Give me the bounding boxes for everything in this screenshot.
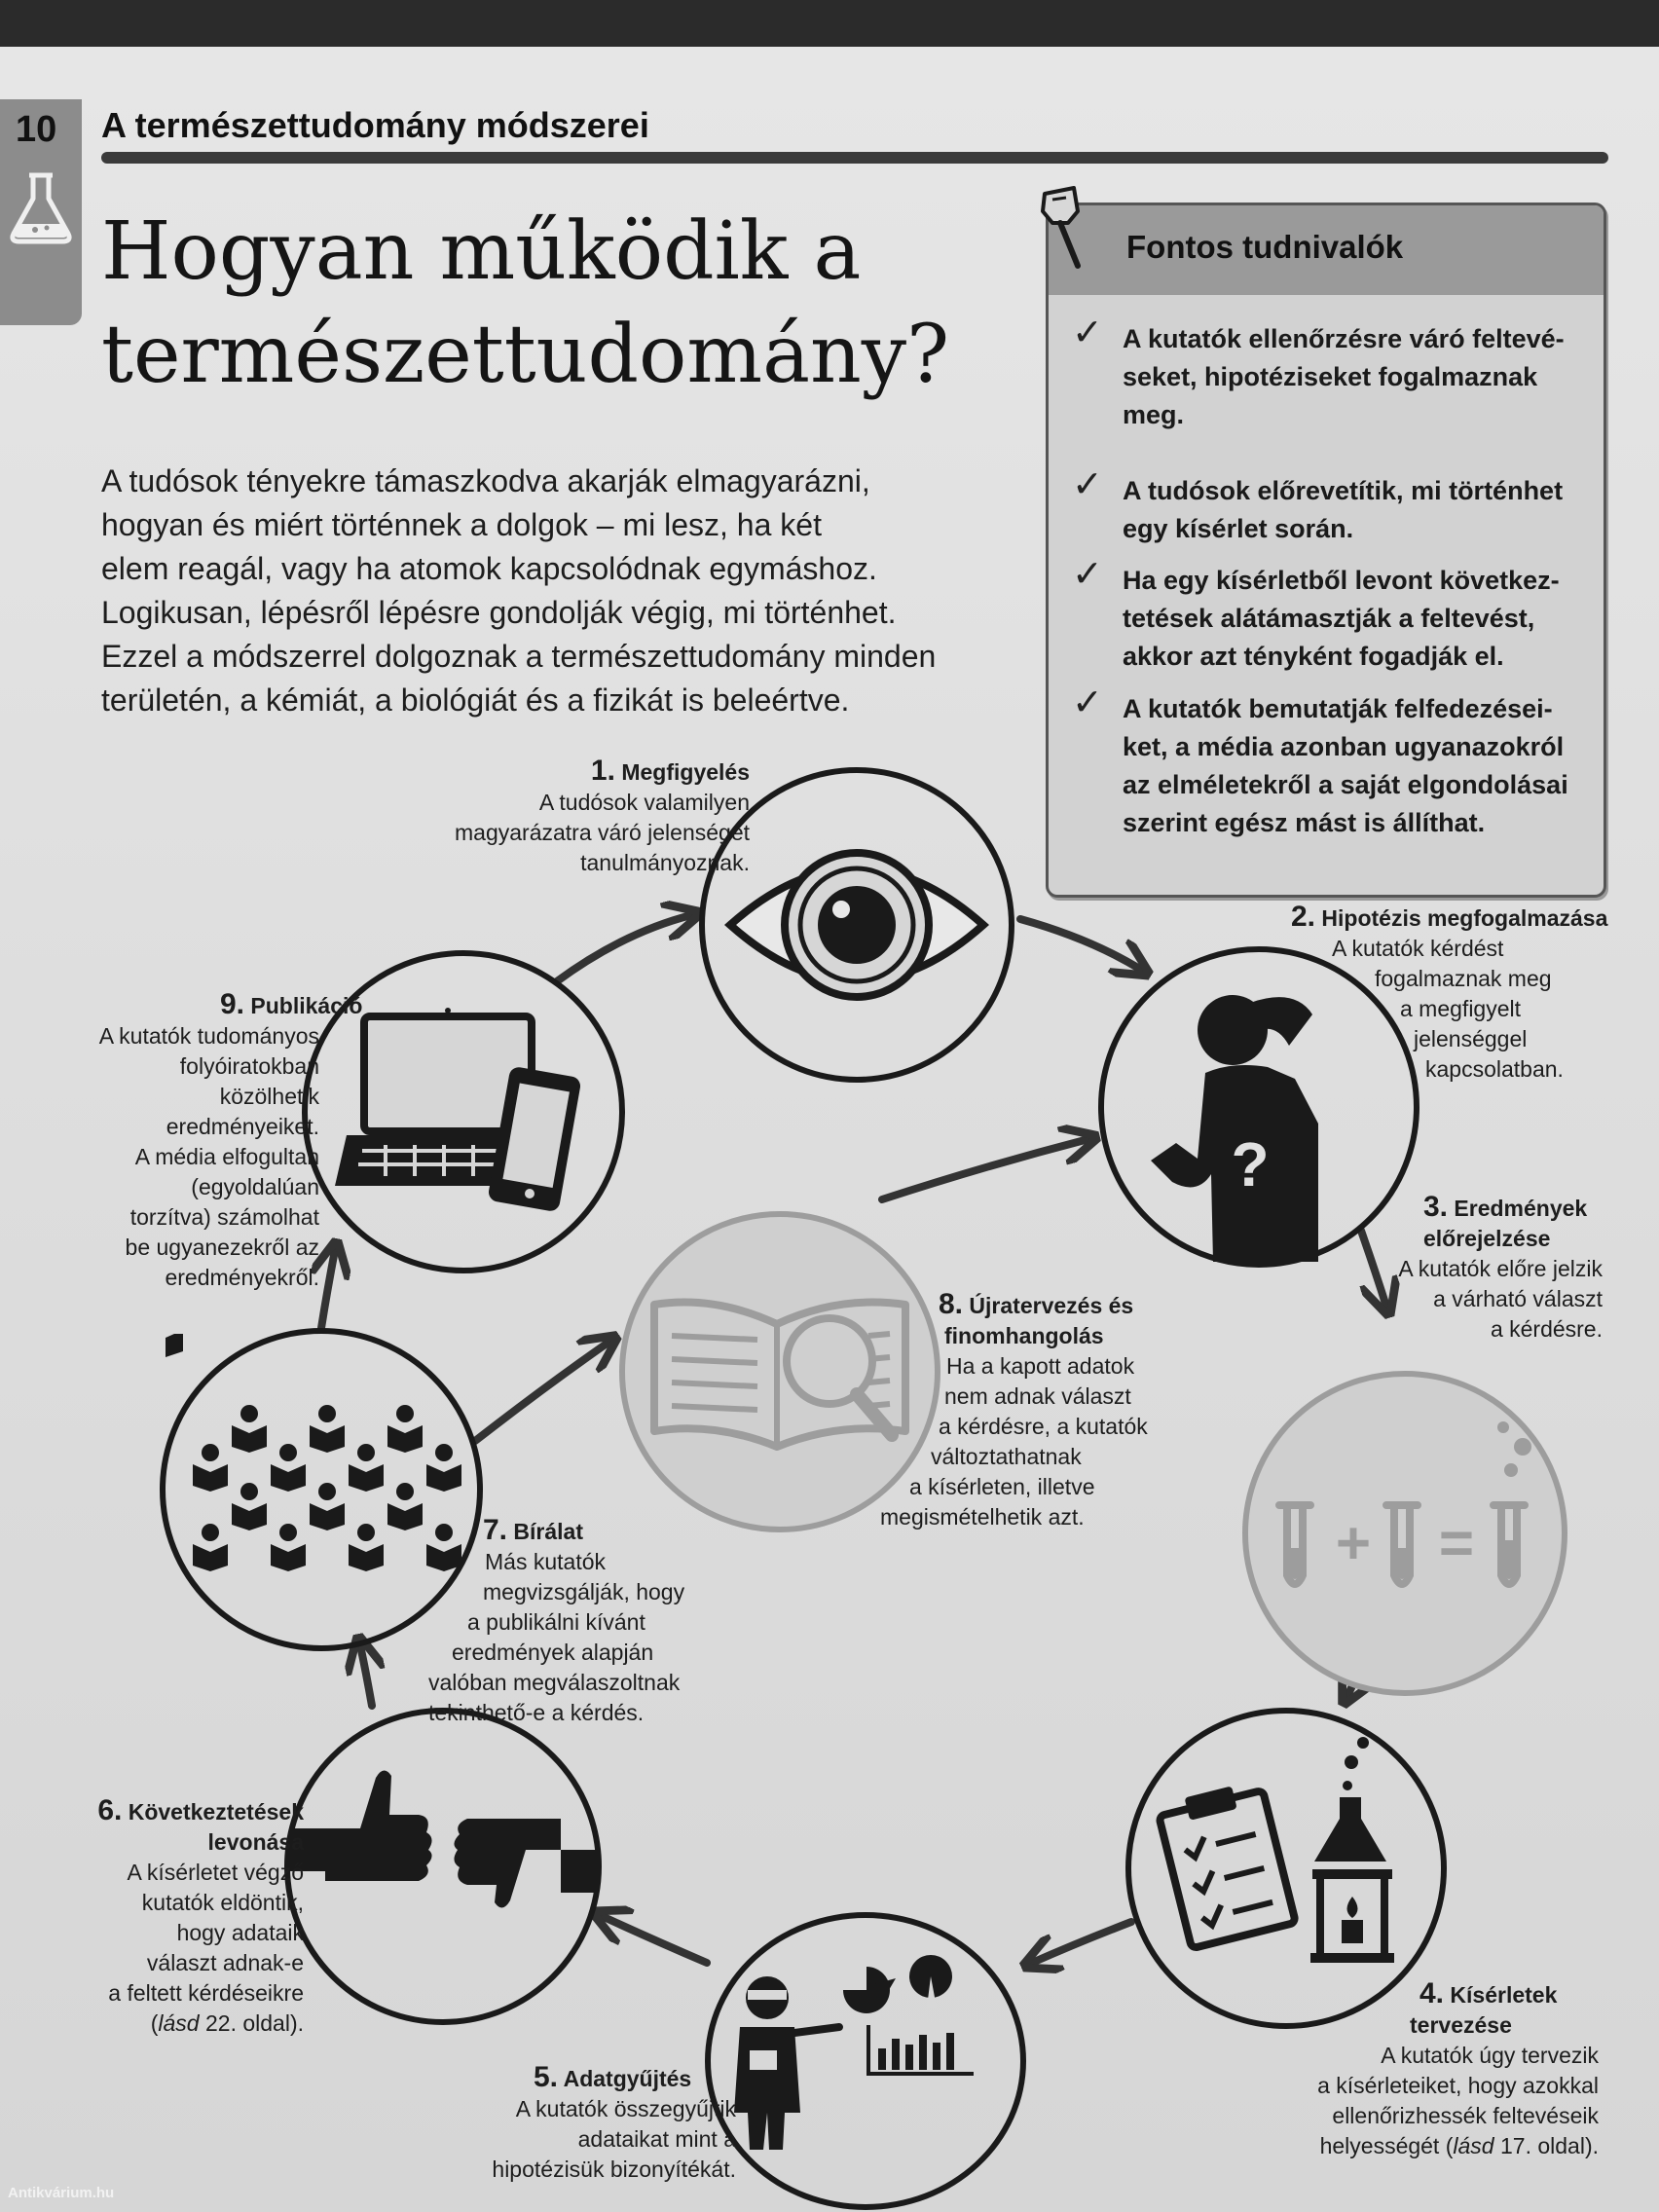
test-tubes-equation-icon xyxy=(1248,1377,1562,1690)
arrow-7-to-8 xyxy=(475,1342,609,1441)
step-line: a kérdésre, a kutatók xyxy=(939,1414,1148,1439)
step-line: a feltett kérdéseikre xyxy=(108,1980,304,2006)
info-line: szerint egész mást is állíthat. xyxy=(1123,808,1486,837)
step-line: A kutatók tudományos xyxy=(98,1023,319,1049)
arrow-6-to-7 xyxy=(360,1645,372,1706)
step-5-circle xyxy=(705,1912,1026,2210)
step-7-text xyxy=(424,1515,717,1728)
question-mark: ? xyxy=(1231,1129,1270,1199)
step-9-title xyxy=(84,988,363,1021)
info-line: A tudósok előrevetítik, mi történhet xyxy=(1123,476,1564,505)
page-title-line: természettudomány? xyxy=(101,309,950,401)
step-number: 8. xyxy=(939,1288,964,1320)
ref-text: 17. oldal). xyxy=(1493,2133,1599,2158)
step-3-text xyxy=(1353,1192,1603,1345)
step-number: 5. xyxy=(534,2061,559,2093)
info-line: meg. xyxy=(1123,400,1185,429)
step-title-text: Hipotézis megfogalmazása xyxy=(1321,905,1608,931)
intro-line: Logikusan, lépésről lépésre gondolják végig, mi történhet. xyxy=(101,595,897,630)
step-number: 7. xyxy=(483,1514,508,1546)
step-number: 4. xyxy=(1419,1977,1445,2009)
plus-sign: + xyxy=(1335,1510,1372,1577)
step-6-title-line2: levonása xyxy=(207,1829,304,1855)
step-line: A kutatók összegyűjtik xyxy=(515,2096,736,2121)
step-7-title xyxy=(424,1515,717,1547)
step-6-circle xyxy=(284,1708,602,2025)
step-line: kutatók eldöntik, xyxy=(141,1890,304,1915)
scientist-presenting-data-icon xyxy=(711,1918,1020,2204)
step-line: tekinthető-e a kérdés. xyxy=(428,1700,645,1725)
step-line: be ugyanezekről az xyxy=(125,1235,319,1260)
step-4-title xyxy=(1262,1978,1599,2010)
step-number: 6. xyxy=(97,1794,123,1826)
intro-line: Ezzel a módszerrel dolgoznak a természettudomány minden xyxy=(101,639,937,674)
step-line: valóban megválaszoltnak xyxy=(428,1670,681,1695)
step-4-text xyxy=(1262,1978,1599,2161)
info-line: az elméletekről a saját elgondolásai xyxy=(1123,770,1568,799)
page-number: 10 xyxy=(16,109,57,150)
info-line: tetések alátámasztják a feltevést, xyxy=(1123,604,1535,633)
book-page xyxy=(0,47,1659,2212)
ref-em: lásd xyxy=(1453,2133,1494,2158)
step-line: eredményekről. xyxy=(165,1265,319,1290)
step-line: Ha a kapott adatok xyxy=(946,1353,1135,1379)
step-line-reference xyxy=(1262,2131,1599,2161)
step-line: közölhetik xyxy=(219,1084,319,1109)
step-line: magyarázatra váró jelenséget xyxy=(455,820,750,845)
step-title-text: Újratervezés és xyxy=(969,1293,1134,1318)
step-line: A média elfogultan xyxy=(134,1144,319,1169)
step-line: hogy adataik xyxy=(176,1920,304,1945)
step-line: eredmények alapján xyxy=(452,1640,654,1665)
step-6-text xyxy=(58,1795,304,2039)
step-title-text: Publikáció xyxy=(250,993,363,1018)
step-3-circle xyxy=(1242,1371,1567,1696)
ref-text: ( xyxy=(150,2010,159,2036)
step-8-title xyxy=(874,1289,1166,1321)
step-number: 1. xyxy=(590,755,615,787)
step-9-text xyxy=(84,988,363,1293)
ref-text: 22. oldal). xyxy=(199,2010,304,2036)
step-line: jelenséggel xyxy=(1414,1026,1528,1051)
step-2-text xyxy=(1291,902,1651,1085)
info-box-title: Fontos tudnivalók xyxy=(1126,229,1404,265)
watermark-credit: Antikvárium.hu xyxy=(8,2185,115,2201)
ref-em: lásd xyxy=(158,2010,200,2036)
info-line: A kutatók bemutatják felfedezései- xyxy=(1123,694,1553,723)
step-3-title xyxy=(1353,1192,1603,1224)
step-line: nem adnak választ xyxy=(944,1383,1131,1409)
step-line: választ adnak-e xyxy=(146,1950,304,1975)
step-line: fogalmaznak meg xyxy=(1375,966,1552,991)
step-number: 9. xyxy=(220,988,245,1020)
step-line: a kísérleten, illetve xyxy=(909,1474,1095,1499)
info-line: A kutatók ellenőrzésre váró feltevé- xyxy=(1123,324,1565,353)
step-line: megvizsgálják, hogy xyxy=(483,1579,685,1604)
step-line: (egyoldalúan xyxy=(191,1174,319,1199)
clipboard-and-flask-icon xyxy=(1131,1714,1441,2023)
step-line: A kutatók úgy tervezik xyxy=(1381,2043,1599,2068)
step-line: a kísérleteiket, hogy azokkal xyxy=(1317,2073,1599,2098)
checkmark-icon: ✓ xyxy=(1072,682,1103,723)
step-title-text: Következtetések xyxy=(128,1799,304,1825)
step-5-text xyxy=(440,2062,736,2185)
ref-text: helyességét ( xyxy=(1319,2133,1454,2158)
step-line: adataikat mint a xyxy=(577,2126,736,2152)
step-line: Más kutatók xyxy=(485,1549,606,1574)
step-line: a várható választ xyxy=(1433,1286,1603,1311)
step-1-title xyxy=(391,756,750,788)
step-2-title xyxy=(1291,902,1651,934)
step-line: hipotézisük bizonyítékát. xyxy=(492,2157,736,2182)
arrow-5-to-6 xyxy=(602,1916,707,1963)
step-line: A kísérletet végző xyxy=(127,1860,304,1885)
step-title-text: Bírálat xyxy=(513,1519,584,1544)
step-line: tanulmányoznak. xyxy=(580,850,750,875)
checkmark-icon: ✓ xyxy=(1072,313,1103,353)
step-3-title-line2: előrejelzése xyxy=(1423,1226,1551,1251)
section-title: A természettudomány módszerei xyxy=(101,105,649,145)
step-6-title xyxy=(58,1795,304,1827)
info-line: Ha egy kísérletből levont következ- xyxy=(1123,566,1560,595)
step-line: kapcsolatban. xyxy=(1425,1056,1564,1082)
info-line: ket, a média azonban ugyanazokról xyxy=(1123,732,1565,761)
step-number: 3. xyxy=(1423,1191,1449,1223)
intro-line: területén, a kémiát, a biológiát és a fizikát is beleértve. xyxy=(101,682,850,718)
step-title-text: Eredmények xyxy=(1454,1196,1588,1221)
info-line: egy kísérlet során. xyxy=(1123,514,1354,543)
checkmark-icon: ✓ xyxy=(1072,464,1103,505)
arrow-4-to-5 xyxy=(1032,1922,1131,1963)
step-line: A kutatók előre jelzik xyxy=(1398,1256,1603,1281)
step-line: ellenőrizhessék feltevéseik xyxy=(1332,2103,1599,2128)
intro-line: A tudósok tényekre támaszkodva akarják elmagyarázni, xyxy=(101,463,870,498)
step-1-text xyxy=(391,756,750,878)
step-line: a kérdésre. xyxy=(1490,1316,1603,1342)
step-line: a publikálni kívánt xyxy=(467,1609,645,1635)
step-number: 2. xyxy=(1291,901,1316,933)
step-line: A kutatók kérdést xyxy=(1332,936,1504,961)
step-line: változtathatnak xyxy=(931,1444,1082,1469)
step-title-text: Adatgyűjtés xyxy=(563,2066,692,2091)
intro-line: elem reagál, vagy ha atomok kapcsolódnak egymáshoz. xyxy=(101,551,877,586)
step-title-text: Megfigyelés xyxy=(621,759,750,785)
checkmark-icon: ✓ xyxy=(1072,554,1103,595)
info-line: akkor azt tényként fogadják el. xyxy=(1123,642,1504,671)
step-line: megismételhetik azt. xyxy=(880,1504,1085,1530)
eye-icon xyxy=(705,773,1009,1077)
info-line: seket, hipotéziseket fogalmaznak xyxy=(1123,362,1538,391)
step-8-title-line2: finomhangolás xyxy=(944,1323,1104,1348)
step-line: eredményeiket. xyxy=(166,1114,319,1139)
step-title-text: Kísérletek xyxy=(1450,1982,1558,2008)
page-title-line: Hogyan működik a xyxy=(101,205,862,298)
step-line-reference xyxy=(58,2009,304,2039)
step-line: torzítva) számolhat xyxy=(129,1204,319,1230)
step-5-title xyxy=(440,2062,736,2094)
step-line: A tudósok valamilyen xyxy=(538,790,750,815)
intro-line: hogyan és miért történnek a dolgok – mi lesz, ha két xyxy=(101,507,822,542)
step-line: folyóiratokban xyxy=(179,1053,319,1079)
equals-sign: = xyxy=(1438,1510,1475,1577)
step-4-title-line2: tervezése xyxy=(1410,2012,1512,2038)
step-8-text xyxy=(874,1289,1166,1532)
thumbs-up-down-icon xyxy=(290,1714,596,2019)
step-line: a megfigyelt xyxy=(1400,996,1522,1021)
arrow-8-to-2 xyxy=(882,1139,1088,1199)
